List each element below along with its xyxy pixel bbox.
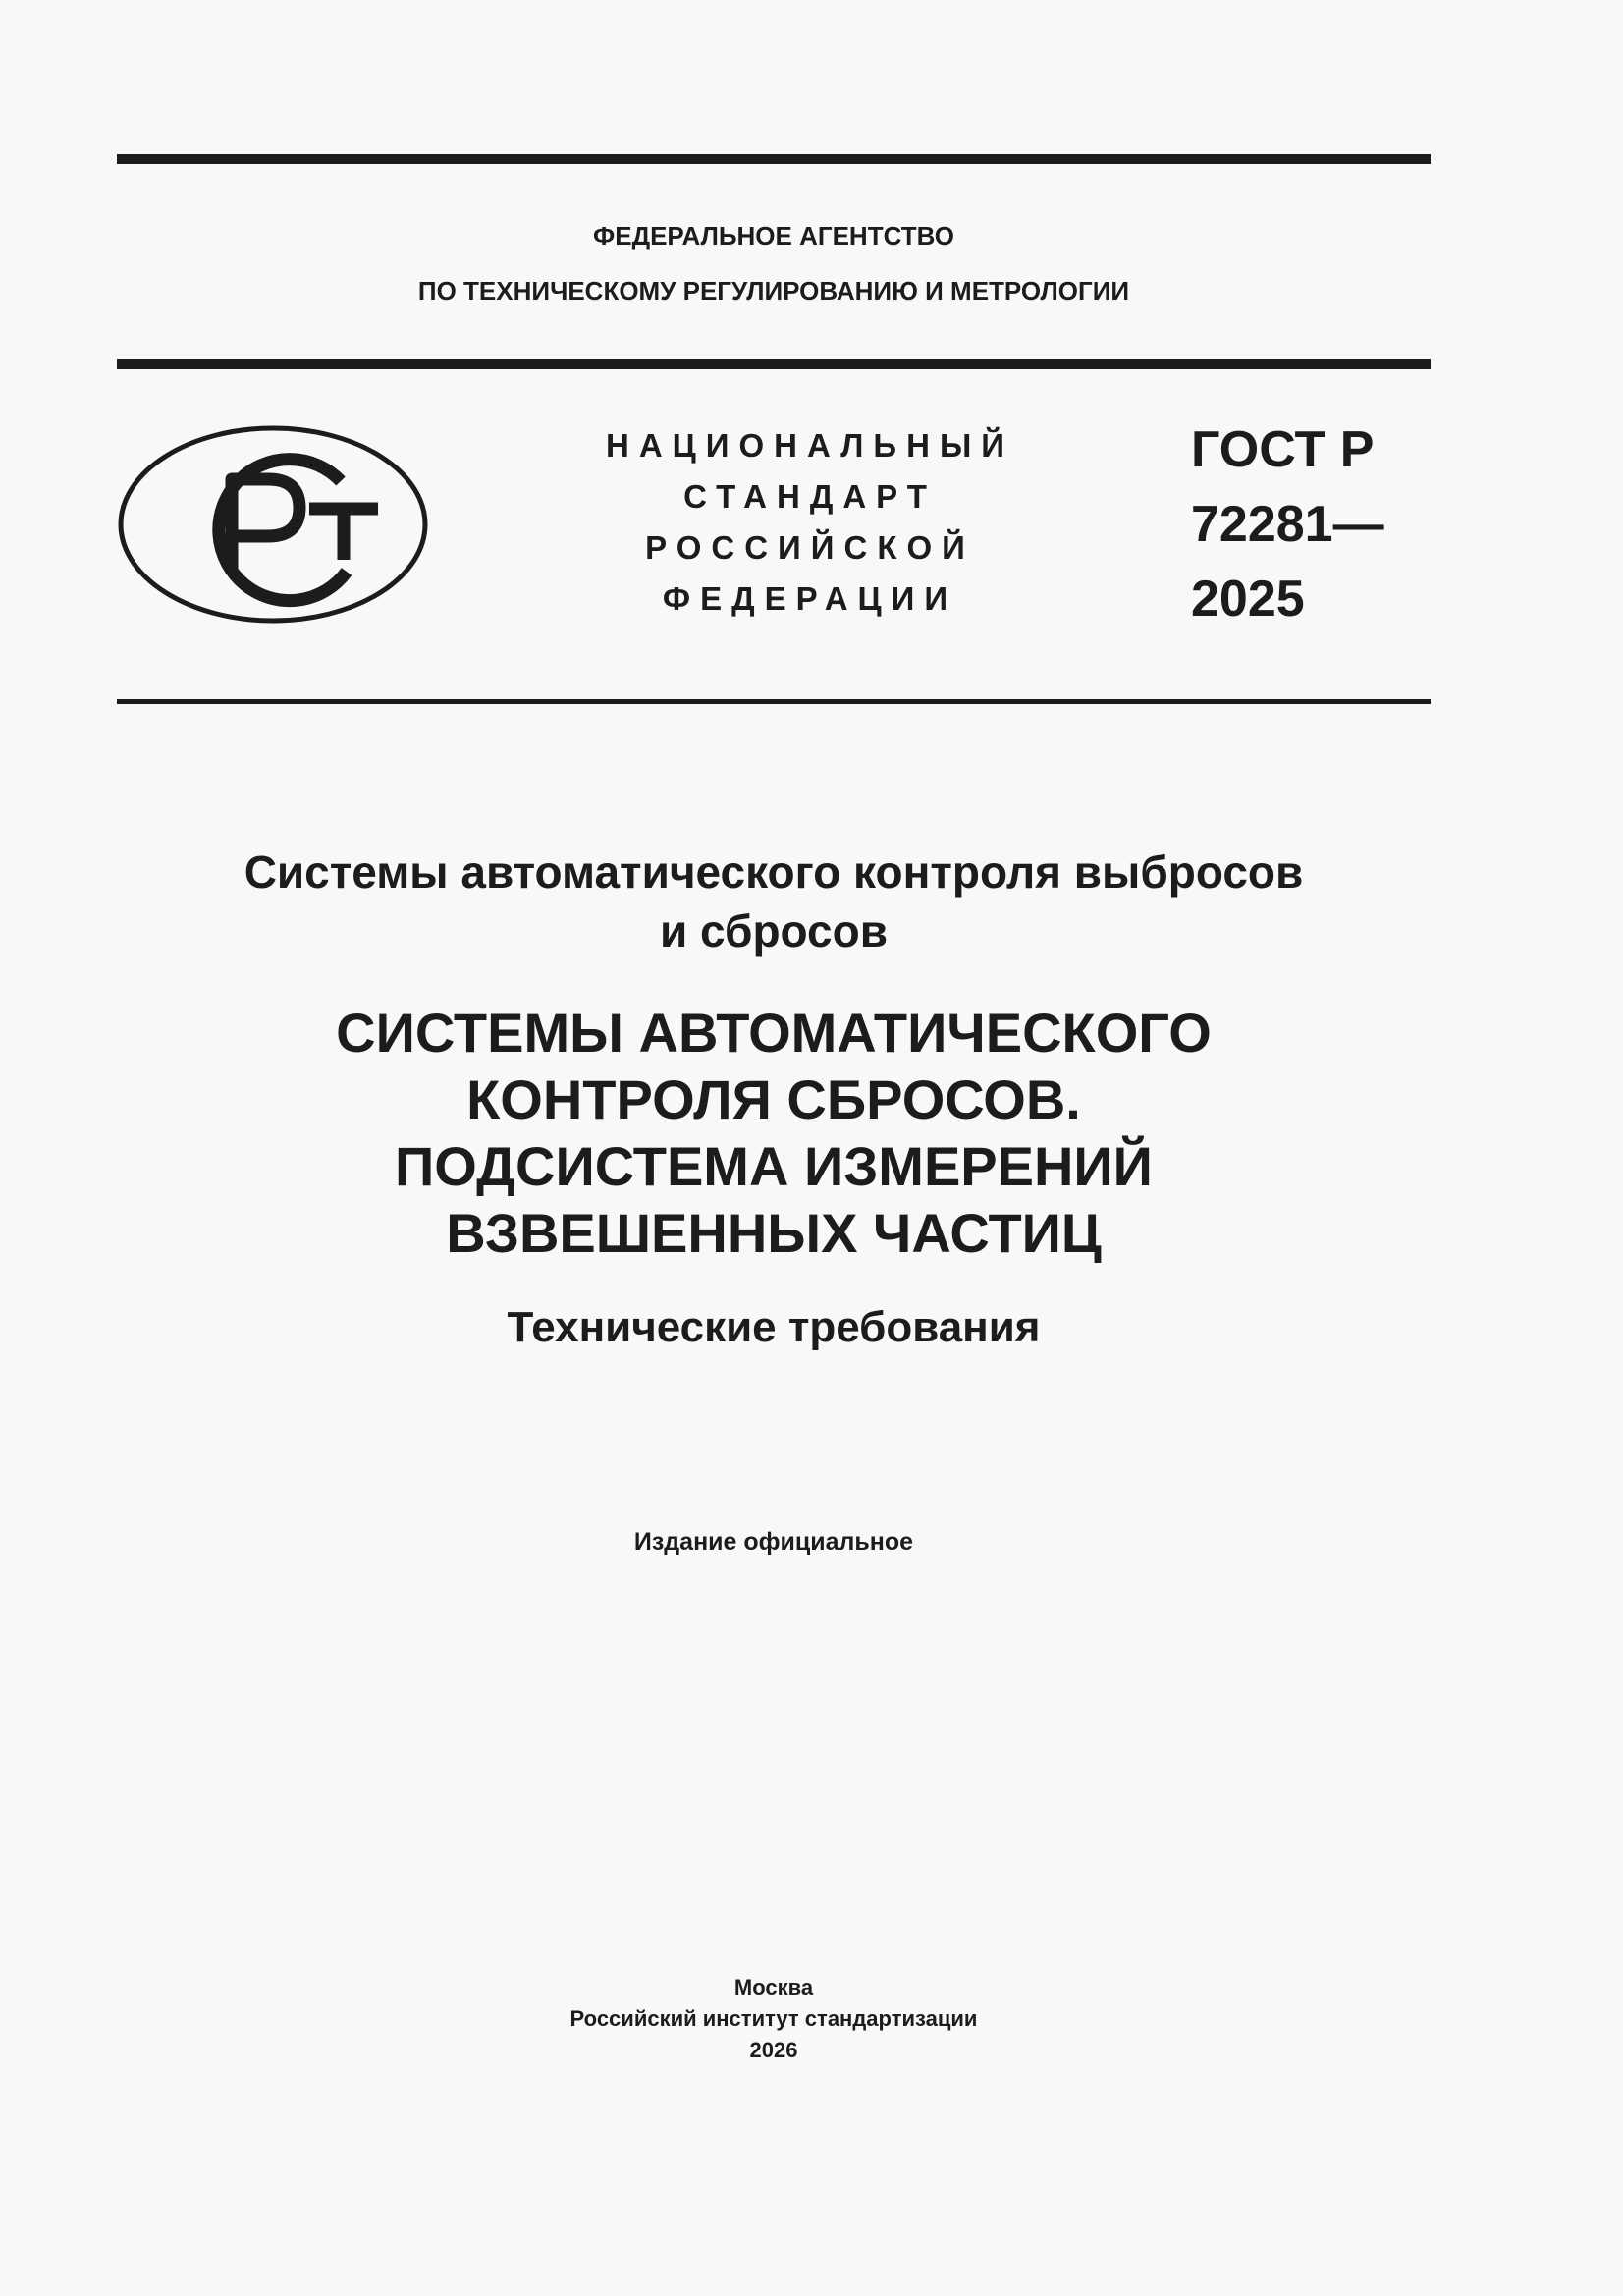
title-line-4: ВЗВЕШЕННЫХ ЧАСТИЦ [446,1202,1102,1264]
top-rule [117,154,1431,164]
title-line-3: ПОДСИСТЕМА ИЗМЕРЕНИЙ [395,1135,1153,1197]
technical-requirements-label: Технические требования [507,1303,1041,1351]
agency-header [117,208,1431,318]
document-title [117,1000,1431,1267]
imprint-publisher: Российский институт стандартизации [569,2006,978,2031]
document-subtitle [117,843,1431,960]
designation-line-3: 2025 [1191,571,1305,628]
imprint-city: Москва [733,1975,814,1999]
designation-line-1: ГОСТ Р [1191,421,1375,478]
national-standard-label [579,420,1041,625]
publisher-imprint [117,1972,1431,2066]
national-standard-line-2: СТАНДАРТ [683,478,937,515]
header-bottom-rule [117,699,1431,704]
official-edition-label: Издание официальное [633,1528,914,1556]
national-standard-line-1: НАЦИОНАЛЬНЫЙ [606,427,1014,464]
agency-line-1: ФЕДЕРАЛЬНОЕ АГЕНТСТВО [593,221,954,250]
title-line-2: КОНТРОЛЯ СБРОСОВ. [466,1068,1081,1130]
national-standard-line-4: ФЕДЕРАЦИИ [662,580,958,617]
imprint-year: 2026 [749,2038,798,2062]
title-line-1: СИСТЕМЫ АВТОМАТИЧЕСКОГО [336,1002,1212,1064]
agency-bottom-rule [117,359,1431,369]
rst-certification-mark-icon [117,424,429,625]
national-standard-line-3: РОССИЙСКОЙ [645,529,975,566]
standard-designation [1191,412,1384,636]
agency-line-2: ПО ТЕХНИЧЕСКОМУ РЕГУЛИРОВАНИЮ И МЕТРОЛОГИИ [417,276,1130,305]
designation-line-2: 72281— [1191,496,1384,553]
subtitle-line-1: Системы автоматического контроля выбросов [243,847,1304,898]
subtitle-line-2: и сбросов [660,905,888,957]
